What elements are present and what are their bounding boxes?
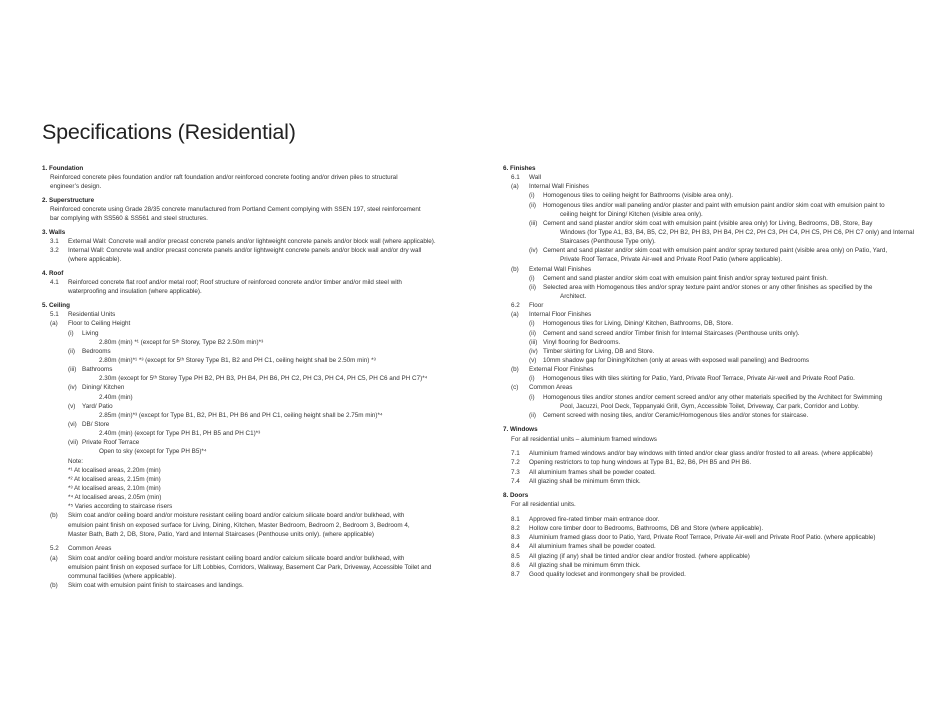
item-text: Internal Wall Finishes xyxy=(529,183,589,191)
spec-text-line: *⁴ At localised areas, 2.05m (min) xyxy=(68,494,162,502)
spec-text-line: *² At localised areas, 2.15m (min) xyxy=(68,475,161,483)
item-text: Internal Wall: Concrete wall and/or precast concrete panels and/or lightweight concrete panels and/or block wall and/or dry wall xyxy=(68,247,422,255)
item-text: Aluminium framed windows and/or bay windows with tinted and/or clear glass and/or frosted to all areas. (where applicable) xyxy=(529,450,873,458)
item-text: Cement and sand plaster and/or skim coat with emulsion paint (visible area only) for Living, Bedrooms, DB, Store, Bay xyxy=(543,219,873,227)
item-text: Common Areas xyxy=(529,384,573,392)
spec-text-line: 2.40m (min) (except for Type PH B1, PH B5 and PH C1)*³ xyxy=(99,430,261,438)
spec-text-line: Windows (for Type A1, B3, B4, B5, C2, PH B2, PH B3, PH B4, PH C2, PH C3, PH C4, PH C5, PH C6, PH C7 only) and Internal xyxy=(560,228,915,236)
spec-numbered-line xyxy=(503,383,905,392)
item-text: 10mm shadow gap for Dining/Kitchen (only at areas with exposed wall paneling) and Bedrooms xyxy=(543,356,810,364)
spec-numbered-line xyxy=(42,511,457,520)
item-text: Homogenous tiles for Living, Dining/ Kitchen, Bathrooms, DB, Store. xyxy=(543,320,734,328)
item-number: 3.2 xyxy=(50,247,59,255)
item-text: Cement screed with nosing tiles, and/or Ceramic/Homogenous tiles and/or stones for staircase. xyxy=(543,411,809,419)
spec-numbered-line xyxy=(503,329,905,338)
item-number: (iv) xyxy=(68,384,77,392)
item-number: 8.1 xyxy=(511,516,520,524)
spec-text-line: waterproofing and insulation (where applicable). xyxy=(68,288,202,296)
spec-numbered-line xyxy=(503,173,905,182)
item-text: Private Roof Terrace xyxy=(82,439,140,447)
spec-numbered-line xyxy=(42,402,457,411)
item-text: Residential Units xyxy=(68,311,116,319)
spec-numbered-line xyxy=(42,329,457,338)
spec-text-line: Reinforced concrete piles foundation and/or raft foundation and/or reinforced concrete footing and/or driven piles to structural xyxy=(50,174,398,182)
spec-text-line: For all residential units – aluminium framed windows xyxy=(511,435,657,443)
spec-text-line: *¹ At localised areas, 2.20m (min) xyxy=(68,466,161,474)
item-number: 8.3 xyxy=(511,534,520,542)
item-number: (a) xyxy=(50,554,58,562)
spec-text-line: 2.40m (min) xyxy=(99,393,133,401)
spec-text-line: For all residential units. xyxy=(511,501,576,509)
item-number: (iv) xyxy=(529,247,538,255)
spec-numbered-line xyxy=(42,554,457,563)
item-number: (ii) xyxy=(68,347,75,355)
item-text: Bedrooms xyxy=(82,347,111,355)
item-number: (vi) xyxy=(68,421,77,429)
item-number: 5.1 xyxy=(50,311,59,319)
item-text: Approved fire-rated timber main entrance door. xyxy=(529,516,660,524)
spec-numbered-line xyxy=(503,201,905,210)
item-number: (v) xyxy=(68,402,76,410)
item-text: Aluminium framed glass door to Patio, Yard, Private Roof Terrace, Private Air-well and Private Roof Patio. (where applicable) xyxy=(529,534,876,542)
section-heading: 8. Doors xyxy=(503,492,529,500)
spec-numbered-line xyxy=(503,374,905,383)
spec-text-line: ceiling height for Dining/ Kitchen (visible area only). xyxy=(560,210,703,218)
spec-numbered-line xyxy=(503,533,905,542)
item-number: (ii) xyxy=(529,283,536,291)
spec-text-line: bar complying with SS560 & SS561 and steel structures. xyxy=(50,215,208,223)
left-column xyxy=(42,164,457,590)
spec-numbered-line xyxy=(42,420,457,429)
section-heading: 2. Superstructure xyxy=(42,197,95,205)
item-text: Opening restrictors to top hung windows at Type B1, B2, B6, PH B5 and PH B6. xyxy=(529,459,752,467)
item-number: (v) xyxy=(529,356,537,364)
spec-numbered-line xyxy=(503,301,905,310)
item-number: (a) xyxy=(50,320,58,328)
spec-numbered-line xyxy=(503,347,905,356)
item-number: (c) xyxy=(511,384,519,392)
item-number: 7.4 xyxy=(511,477,520,485)
item-text: Homogenous tiles with tiles skirting for Patio, Yard, Private Roof Terrace, Private Air-well and Private Roof Patio. xyxy=(543,375,855,383)
spec-numbered-line xyxy=(503,365,905,374)
item-number: 6.2 xyxy=(511,302,520,310)
section-heading: 1. Foundation xyxy=(42,165,84,172)
spec-numbered-line xyxy=(503,411,905,420)
spec-text-line: 2.30m (except for 5ᵗʰ Storey Type PH B2, PH B3, PH B4, PH B6, PH C2, PH C3, PH C4, PH C5, PH C6 and PH C7)*⁴ xyxy=(99,375,428,383)
spec-text-line: 2.80m (min)*¹ *³ (except for 5ᵗʰ Storey Type B1, B2 and PH C1, ceiling height shall be 2.50m min) *³ xyxy=(99,357,376,365)
spec-text-line: communal facilities (where applicable). xyxy=(68,572,177,580)
spec-numbered-line xyxy=(503,191,905,200)
item-text: All glazing shall be minimum 6mm thick. xyxy=(529,561,641,569)
section-heading: 4. Roof xyxy=(42,270,64,278)
item-text: Timber skirting for Living, DB and Store. xyxy=(543,347,655,355)
item-number: 7.1 xyxy=(511,450,520,458)
item-number: (b) xyxy=(50,581,58,589)
item-text: Reinforced concrete flat roof and/or metal roof; Roof structure of reinforced concrete and/or timber and/or mild steel with xyxy=(68,279,402,287)
right-column xyxy=(503,164,915,579)
spec-numbered-line xyxy=(503,310,905,319)
page-title: Specifications (Residential) xyxy=(42,120,296,144)
item-text: Skim coat and/or ceiling board and/or moisture resistant ceiling board and/or calcium silicate board and/or bulkhead, with xyxy=(68,512,405,520)
item-text: External Wall Finishes xyxy=(529,265,592,273)
item-number: (i) xyxy=(68,329,74,337)
item-text: External Floor Finishes xyxy=(529,366,594,374)
spec-text-line: Open to sky (except for Type PH B5)*⁴ xyxy=(99,448,207,456)
spec-text-line: 2.80m (min) *¹ (except for 5ᵗʰ Storey, Type B2 2.50m min)*³ xyxy=(99,338,264,346)
item-number: (i) xyxy=(529,375,535,383)
spec-numbered-line xyxy=(42,310,457,319)
item-text: Floor xyxy=(529,302,544,310)
spec-text-line: *⁵ Varies according to staircase risers xyxy=(68,503,173,511)
spec-numbered-line xyxy=(503,338,905,347)
spec-numbered-line xyxy=(503,542,905,551)
item-text: Skim coat and/or ceiling board and/or moisture resistant ceiling board and/or calcium silicate board and/or bulkhead, with xyxy=(68,554,405,562)
item-text: Selected area with Homogenous tiles and/or spray texture paint and/or stones or any other finishes as specified by the xyxy=(543,283,873,291)
item-text: Cement and sand plaster and/or skim coat with emulsion paint and/or spray textured paint (visible area only) on Patio, Yard, xyxy=(543,247,888,255)
spec-numbered-line xyxy=(42,246,457,255)
spec-text-line: Private Roof Terrace, Private Air-well and Private Roof Patio (where applicable). xyxy=(560,256,783,264)
item-number: 7.3 xyxy=(511,468,520,476)
item-number: (i) xyxy=(529,320,535,328)
spec-numbered-line xyxy=(42,544,457,553)
spec-numbered-line xyxy=(503,319,905,328)
item-text: All glazing shall be minimum 6mm thick. xyxy=(529,477,641,485)
item-number: (ii) xyxy=(529,201,536,209)
spec-text-line: (where applicable). xyxy=(68,256,122,264)
spec-text-line: Architect. xyxy=(560,292,587,300)
section-heading: 6. Finishes xyxy=(503,165,536,172)
item-number: 8.2 xyxy=(511,525,520,533)
item-text: Common Areas xyxy=(68,545,112,553)
item-number: (iii) xyxy=(529,219,538,227)
item-text: Hollow core timber door to Bedrooms, Bathrooms, DB and Store (where applicable). xyxy=(529,525,764,533)
item-number: 7.2 xyxy=(511,459,520,467)
item-number: 5.2 xyxy=(50,545,59,553)
item-number: (a) xyxy=(511,311,519,319)
spec-numbered-line xyxy=(503,246,905,255)
spec-text-line: Reinforced concrete using Grade 28/35 concrete manufactured from Portland Cement complying with SSEN 197, steel reinforcement xyxy=(50,206,421,214)
spec-text-line: 2.85m (min)*³ (except for Type B1, B2, PH B1, PH B6 and PH C1, ceiling height shall be 2.75m min)*⁴ xyxy=(99,411,383,419)
item-text: External Wall: Concrete wall and/or precast concrete panels and/or lightweight concrete panels and/or block wall (where applicable). xyxy=(68,238,436,246)
spec-text-line: Pool, Jacuzzi, Pool Deck, Teppanyaki Grill, Gym, Accessible Toilet, Driveway, Car park, Corridor and Lobby. xyxy=(560,402,860,410)
spec-numbered-line xyxy=(42,278,457,287)
item-number: 8.7 xyxy=(511,570,520,578)
spec-numbered-line xyxy=(42,347,457,356)
item-number: (iii) xyxy=(529,338,538,346)
item-number: (vii) xyxy=(68,439,79,447)
item-number: (i) xyxy=(529,192,535,200)
spec-numbered-line xyxy=(503,552,905,561)
spec-numbered-line xyxy=(503,182,905,191)
spec-text-line: emulsion paint finish on exposed surface for Lift Lobbies, Corridors, Walkway, Basement Car Park, Driveway, Accessible Toilet and xyxy=(68,563,432,571)
item-number: (iii) xyxy=(68,366,77,374)
item-text: All aluminium frames shall be powder coated. xyxy=(529,468,656,476)
item-number: 6.1 xyxy=(511,174,520,182)
spec-numbered-line xyxy=(42,438,457,447)
spec-numbered-line xyxy=(503,570,905,579)
item-text: Homogenous tiles and/or stones and/or cement screed and/or any other materials specified by the Architect for Swimming xyxy=(543,393,883,401)
spec-numbered-line xyxy=(503,283,905,292)
item-text: Cement and sand screed and/or Timber finish for Internal Staircases (Penthouse units only). xyxy=(543,329,800,337)
item-text: Dining/ Kitchen xyxy=(82,384,125,392)
item-text: Wall xyxy=(529,174,542,182)
item-number: 8.5 xyxy=(511,552,520,560)
section-heading: 5. Ceiling xyxy=(42,302,70,310)
spec-numbered-line xyxy=(503,561,905,570)
item-text: Good quality lockset and ironmongery shall be provided. xyxy=(529,570,686,578)
spec-text-line: Master Bath, Bath 2, DB, Store, Patio, Yard and Internal Staircases (Penthouse units only). (where applicable) xyxy=(68,530,375,538)
item-number: (i) xyxy=(529,274,535,282)
item-number: 8.6 xyxy=(511,561,520,569)
item-number: (ii) xyxy=(529,411,536,419)
item-number: 3.1 xyxy=(50,238,59,246)
spec-text-line: emulsion paint finish on exposed surface for Living, Dining, Kitchen, Master Bedroom, Bedroom 2, Bedroom 3, Bedroom 4, xyxy=(68,521,410,529)
spec-text-line: Staircases (Penthouse Type only). xyxy=(560,238,656,246)
item-number: 4.1 xyxy=(50,279,59,287)
spec-numbered-line xyxy=(503,265,905,274)
spec-numbered-line xyxy=(503,274,905,283)
item-number: (ii) xyxy=(529,329,536,337)
item-number: (b) xyxy=(511,265,519,273)
item-text: Internal Floor Finishes xyxy=(529,311,592,319)
item-text: All glazing (if any) shall be tinted and/or clear and/or frosted. (where applicable) xyxy=(529,552,750,560)
spec-numbered-line xyxy=(503,393,905,402)
item-text: DB/ Store xyxy=(82,421,110,429)
item-number: (iv) xyxy=(529,347,538,355)
item-text: Vinyl flooring for Bedrooms. xyxy=(543,338,621,346)
item-number: (b) xyxy=(50,512,58,520)
spec-numbered-line xyxy=(503,524,905,533)
item-text: Floor to Ceiling Height xyxy=(68,320,131,328)
item-text: Yard/ Patio xyxy=(82,402,113,410)
item-text: Homogenous tiles and/or wall paneling and/or plaster and paint with emulsion paint and/or skim coat with emulsion paint to xyxy=(543,201,885,209)
spec-text-line: engineer’s design. xyxy=(50,183,102,191)
spec-numbered-line xyxy=(42,581,457,590)
item-number: 8.4 xyxy=(511,543,520,551)
item-number: (i) xyxy=(529,393,535,401)
spec-numbered-line xyxy=(42,319,457,328)
spec-numbered-line xyxy=(503,449,905,458)
item-text: Skim coat with emulsion paint finish to staircases and landings. xyxy=(68,581,244,589)
item-text: Homogenous tiles to ceiling height for Bathrooms (visible area only). xyxy=(543,192,734,200)
item-text: Cement and sand plaster and/or skim coat with emulsion paint finish and/or spray textured paint finish. xyxy=(543,274,828,282)
spec-numbered-line xyxy=(42,365,457,374)
spec-numbered-line xyxy=(503,356,905,365)
section-heading: 7. Windows xyxy=(503,426,538,434)
spec-numbered-line xyxy=(503,219,905,228)
section-heading: 3. Walls xyxy=(42,229,66,237)
spec-numbered-line xyxy=(503,458,905,467)
item-text: Living xyxy=(82,329,99,337)
item-number: (a) xyxy=(511,183,519,191)
spec-numbered-line xyxy=(42,237,457,246)
spec-text-line: Note: xyxy=(68,457,84,465)
spec-numbered-line xyxy=(503,468,905,477)
spec-numbered-line xyxy=(503,515,905,524)
item-text: All aluminium frames shall be powder coated. xyxy=(529,543,656,551)
item-number: (b) xyxy=(511,366,519,374)
spec-numbered-line xyxy=(42,383,457,392)
item-text: Bathrooms xyxy=(82,366,113,374)
spec-text-line: *³ At localised areas, 2.10m (min) xyxy=(68,485,161,493)
spec-numbered-line xyxy=(503,477,905,486)
